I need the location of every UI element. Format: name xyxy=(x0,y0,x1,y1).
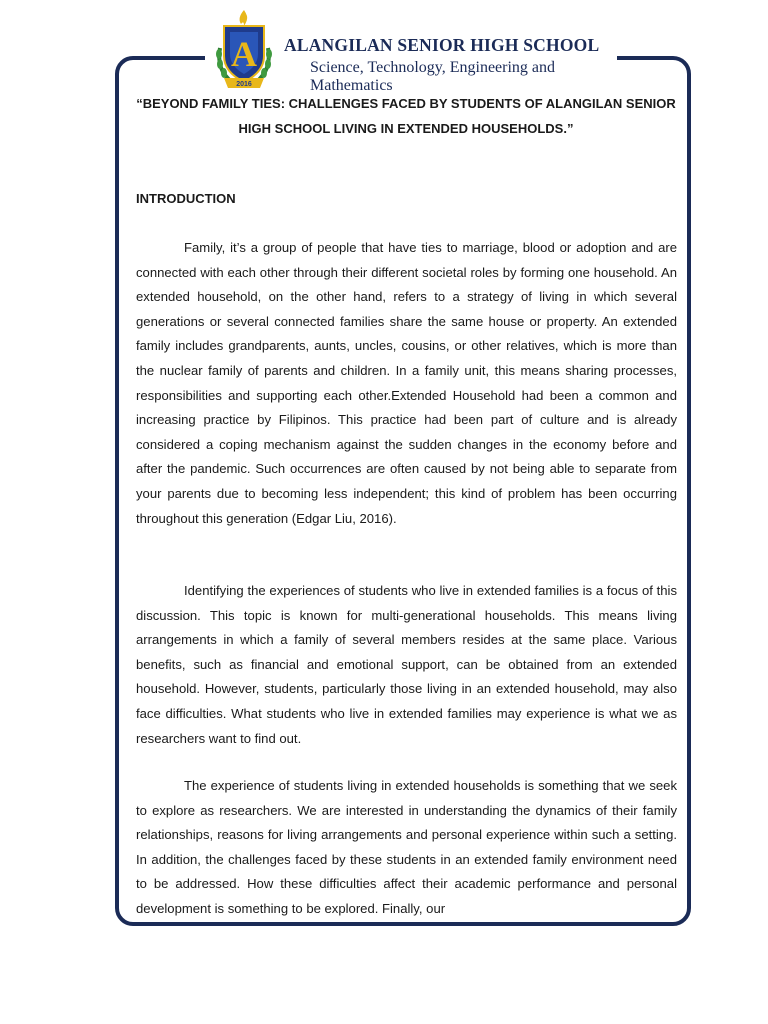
school-name: ALANGILAN SENIOR HIGH SCHOOL xyxy=(284,35,600,55)
section-heading: INTRODUCTION xyxy=(136,191,236,206)
paragraph-2-text: Identifying the experiences of students who live in extended families is a focus of this discussion. This topic is known for multi-generational households. This means living arrangements in which a family of several members resides at the same place. Various benefits, such as financial and emotional support, can be obtained from an extended household. However, students, particularly those living in an extended household, may also face difficulties. What students who live in extended families may experience is what we as researchers want to find out. xyxy=(136,583,677,746)
strand-name: Science, Technology, Engineering and Mathematics xyxy=(310,59,556,94)
paragraph-1 xyxy=(136,236,677,531)
paragraph-2 xyxy=(136,579,677,751)
paragraph-3 xyxy=(136,774,677,922)
paragraph-3-text: The experience of students living in extended households is something that we seek to explore as researchers. We are interested in understanding the dynamics of their family relationships, reasons for living arrangements and personal experience within such a setting. In addition, the challenges faced by these students in an extended family environment need to be addressed. How these difficulties affect their academic performance and personal development is something to be explored. Finally, our xyxy=(136,778,677,916)
svg-text:A: A xyxy=(231,34,257,74)
school-logo xyxy=(210,8,278,92)
document-title: “BEYOND FAMILY TIES: CHALLENGES FACED BY STUDENTS OF ALANGILAN SENIOR HIGH SCHOOL LIVING IN EXTENDED HOUSEHOLDS.” xyxy=(136,96,676,136)
svg-text:2016: 2016 xyxy=(236,81,252,88)
paragraph-1-text: Family, it’s a group of people that have ties to marriage, blood or adoption and are connected with each other through their different societal roles by forming one household. An extended household, on the other hand, refers to a strategy of living in which several generations or several connected families share the same house or property. An extended family includes grandparents, aunts, uncles, cousins, or other relatives, which is more than the nuclear family of parents and children. In a family unit, this means sharing processes, responsibilities and supporting each other.Extended Household had been a common and increasing practice by Filipinos. This practice had been part of culture and is already considered a coping mechanism against the sudden changes in the economy before and after the pandemic. Such occurrences are often caused by not being able to separate from your parents due to becoming less independent; this kind of problem has been occurring throughout this generation (Edgar Liu, 2016). xyxy=(136,240,677,526)
